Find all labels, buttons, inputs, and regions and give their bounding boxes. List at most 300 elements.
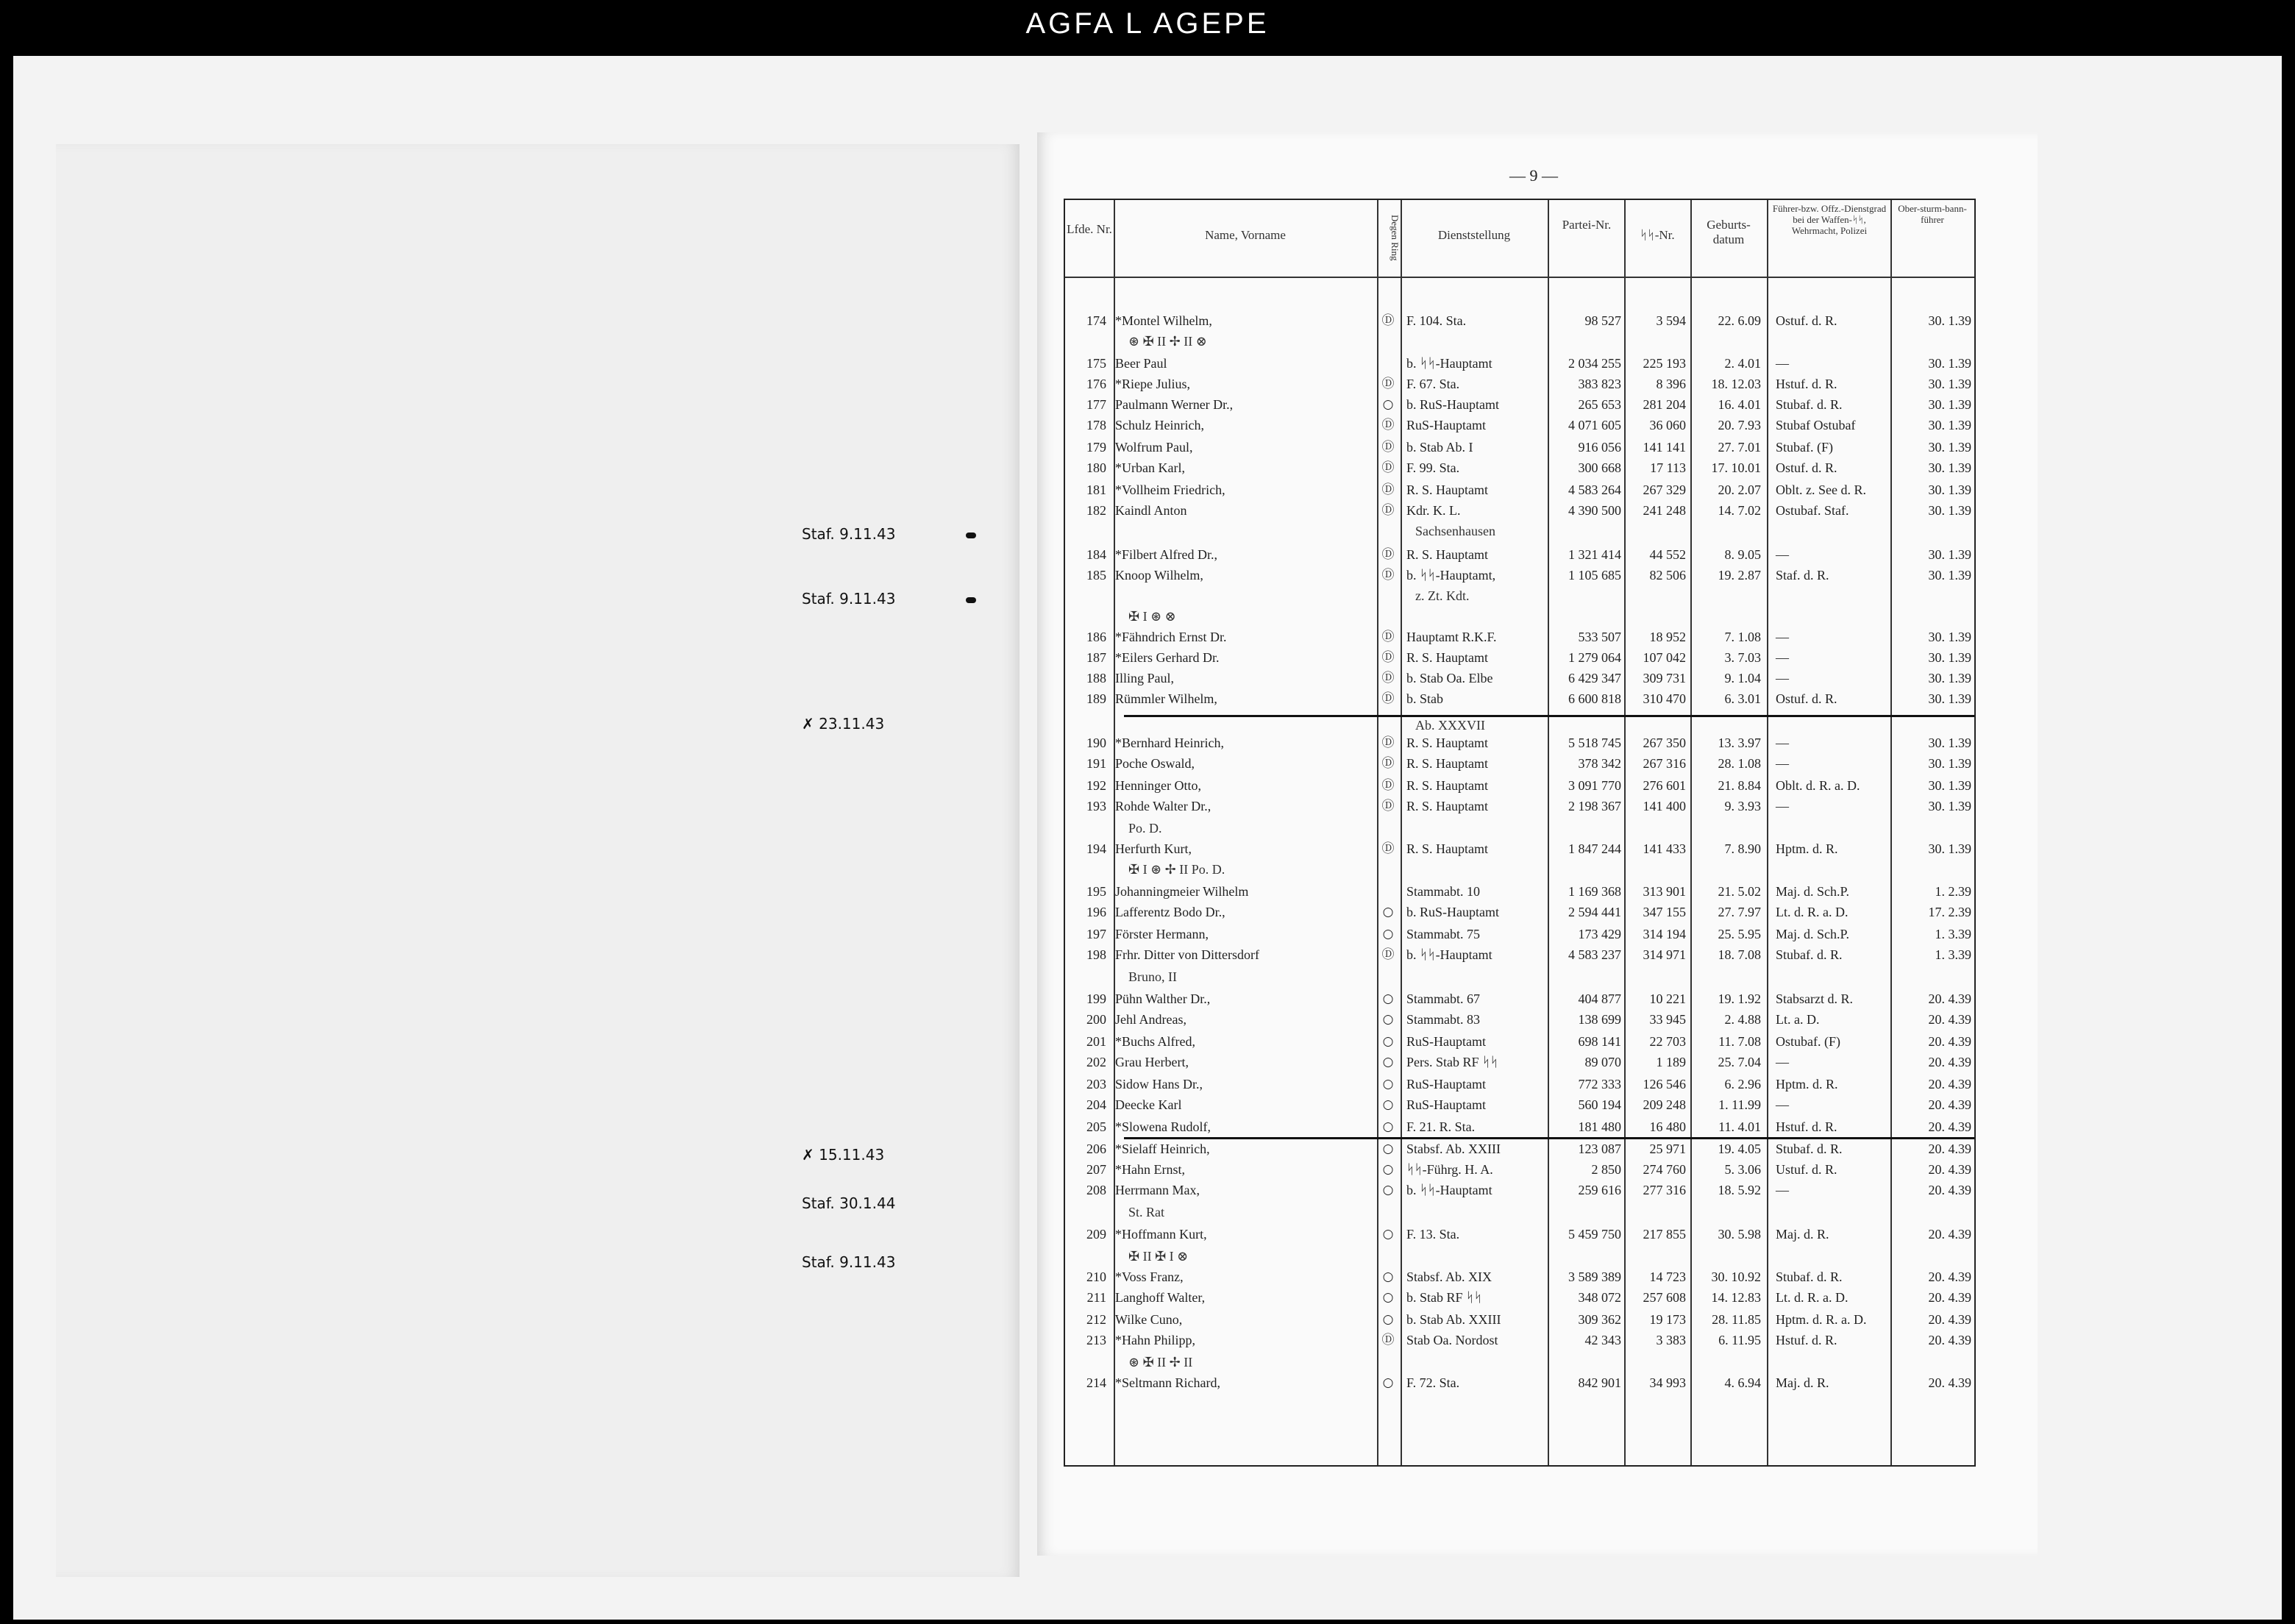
cell-partei: 1 169 368 xyxy=(1568,884,1621,899)
cell-fuehrer: Staf. d. R. xyxy=(1776,568,1829,583)
cell-fuehrer: Lt. a. D. xyxy=(1776,1012,1820,1027)
cell-name: *Vollheim Friedrich, xyxy=(1115,482,1225,497)
cell-geb: 19. 2.87 xyxy=(1718,568,1761,583)
cell-fuehrer: Ustuf. d. R. xyxy=(1776,1162,1837,1177)
cell-ss: 309 731 xyxy=(1643,671,1686,685)
cell-nr: 191 xyxy=(1086,756,1106,771)
cell-fuehrer: Hptm. d. R. xyxy=(1776,841,1838,856)
cell-ss: 16 480 xyxy=(1649,1119,1686,1134)
cell-ober: 30. 1.39 xyxy=(1928,313,1971,328)
cell-partei: 842 901 xyxy=(1578,1375,1621,1390)
cell-nr: 208 xyxy=(1086,1183,1106,1197)
cell-ss: 267 350 xyxy=(1643,736,1686,750)
cell-dienst: Stabsf. Ab. XIX xyxy=(1406,1269,1492,1284)
margin-note: Staf. 9.11.43 xyxy=(802,525,976,543)
cell-geb: 18. 7.08 xyxy=(1718,947,1761,962)
cell-ober: 1. 2.39 xyxy=(1935,884,1971,899)
cell-dienst: R. S. Hauptamt xyxy=(1406,547,1488,562)
cell-fuehrer: — xyxy=(1776,356,1789,371)
cell-name: Beer Paul xyxy=(1115,356,1167,371)
header-fuehrer: Führer-bzw. Offz.-Dienstgrad bei der Waffen-ᛋᛋ, Wehrmacht, Polizei xyxy=(1772,203,1887,236)
cell-name: Pühn Walther Dr., xyxy=(1115,991,1211,1006)
cell-ss: 44 552 xyxy=(1649,547,1686,562)
table-row xyxy=(1065,838,1974,859)
cell-name: *Buchs Alfred, xyxy=(1115,1034,1195,1049)
cell-dienst: b. Stab Oa. Elbe xyxy=(1406,671,1493,685)
cell-ring: Ⓓ xyxy=(1381,799,1395,813)
cell-ring: Ⓓ xyxy=(1381,418,1395,432)
cell-geb: 28. 1.08 xyxy=(1718,756,1761,771)
table-row xyxy=(1065,627,1974,647)
cell-dienst: F. 99. Sta. xyxy=(1406,460,1460,475)
cell-dienst: R. S. Hauptamt xyxy=(1406,650,1488,665)
cell-name: *Voss Franz, xyxy=(1115,1269,1184,1284)
cell-ring: Ⓓ xyxy=(1381,691,1395,706)
table-row xyxy=(1065,1309,1974,1330)
cell-ss: 217 855 xyxy=(1643,1227,1686,1242)
cell-ring: Ⓓ xyxy=(1381,671,1395,685)
cell-ring: Ⓓ xyxy=(1381,947,1395,962)
cell-ober: 30. 1.39 xyxy=(1928,778,1971,793)
table-row xyxy=(1065,1330,1974,1350)
cell-name: Rümmler Wilhelm, xyxy=(1115,691,1217,706)
table-row xyxy=(1065,1372,1974,1393)
margin-note: Staf. 9.11.43 xyxy=(802,590,976,608)
cell-fuehrer: Hptm. d. R. a. D. xyxy=(1776,1312,1867,1327)
cell-name: Förster Hermann, xyxy=(1115,927,1209,941)
cell-geb: 18. 12.03 xyxy=(1711,377,1761,391)
table-row xyxy=(1065,415,1974,435)
table-row xyxy=(1065,753,1974,774)
cell-ober: 20. 4.39 xyxy=(1928,1034,1971,1049)
table-row xyxy=(1065,733,1974,753)
cell-nr: 179 xyxy=(1086,440,1106,455)
cell-name: Johanningmeier Wilhelm xyxy=(1115,884,1249,899)
cell-ss: 141 400 xyxy=(1643,799,1686,813)
cell-fuehrer: Ostuf. d. R. xyxy=(1776,460,1837,475)
cell-fuehrer: Maj. d. Sch.P. xyxy=(1776,927,1850,941)
cell-ss: 276 601 xyxy=(1643,778,1686,793)
cell-geb: 3. 7.03 xyxy=(1724,650,1761,665)
cell-partei: 698 141 xyxy=(1578,1034,1621,1049)
cell-ober: 30. 1.39 xyxy=(1928,671,1971,685)
cell-nr: 206 xyxy=(1086,1142,1106,1156)
cell-ober: 30. 1.39 xyxy=(1928,841,1971,856)
margin-note: ✗ 15.11.43 xyxy=(802,1146,885,1164)
cell-geb: 25. 7.04 xyxy=(1718,1055,1761,1069)
cell-fuehrer: Oblt. z. See d. R. xyxy=(1776,482,1866,497)
cell-ober: 30. 1.39 xyxy=(1928,568,1971,583)
cell-fuehrer: Oblt. d. R. a. D. xyxy=(1776,778,1860,793)
cell-geb: 9. 3.93 xyxy=(1724,799,1761,813)
cell-geb: 20. 7.93 xyxy=(1718,418,1761,432)
cell-ober: 30. 1.39 xyxy=(1928,418,1971,432)
cell-geb: 5. 3.06 xyxy=(1724,1162,1761,1177)
cell-ss: 3 383 xyxy=(1656,1333,1686,1347)
cell-ober: 30. 1.39 xyxy=(1928,503,1971,518)
cell-geb: 11. 4.01 xyxy=(1718,1119,1761,1134)
cell-geb: 22. 6.09 xyxy=(1718,313,1761,328)
table-row xyxy=(1065,1094,1974,1115)
cell-partei: 5 518 745 xyxy=(1568,736,1621,750)
table-row xyxy=(1065,565,1974,585)
cell-ss: 141 141 xyxy=(1643,440,1686,455)
cell-name: *Filbert Alfred Dr., xyxy=(1115,547,1217,562)
page-number: — 9 — xyxy=(1509,166,1558,185)
cell-ring: ○ xyxy=(1382,905,1394,919)
cell-nr: 211 xyxy=(1086,1290,1106,1305)
table-row xyxy=(1065,480,1974,500)
cell-partei: 3 091 770 xyxy=(1568,778,1621,793)
cell-fuehrer: Lt. d. R. a. D. xyxy=(1776,905,1849,919)
cell-nr: 174 xyxy=(1086,313,1106,328)
cell-name: Langhoff Walter, xyxy=(1115,1290,1206,1305)
cell-partei: 378 342 xyxy=(1578,756,1621,771)
cell-fuehrer: Stubaf. (F) xyxy=(1776,440,1833,455)
header-partei: Partei-Nr. xyxy=(1562,218,1612,232)
cell-partei: 1 279 064 xyxy=(1568,650,1621,665)
cell-dienst: R. S. Hauptamt xyxy=(1406,736,1488,750)
continuation-line: Sachsenhausen xyxy=(1415,524,1495,538)
cell-dienst: b. ᛋᛋ-Hauptamt, xyxy=(1406,568,1496,583)
cell-ring: Ⓓ xyxy=(1381,841,1395,856)
cell-nr: 214 xyxy=(1086,1375,1106,1390)
cell-ss: 277 316 xyxy=(1643,1183,1686,1197)
cell-name: *Slowena Rudolf, xyxy=(1115,1119,1211,1134)
cell-dienst: b. Stab xyxy=(1406,691,1444,706)
cell-ring: ○ xyxy=(1382,1227,1394,1242)
cell-geb: 18. 5.92 xyxy=(1718,1183,1761,1197)
cell-partei: 173 429 xyxy=(1578,927,1621,941)
cell-name: *Hoffmann Kurt, xyxy=(1115,1227,1207,1242)
cell-ober: 20. 4.39 xyxy=(1928,1162,1971,1177)
cell-partei: 42 343 xyxy=(1584,1333,1621,1347)
cell-geb: 6. 2.96 xyxy=(1724,1077,1761,1091)
cell-name: Rohde Walter Dr., xyxy=(1115,799,1211,813)
cell-name: Sidow Hans Dr., xyxy=(1115,1077,1203,1091)
cell-partei: 533 507 xyxy=(1578,630,1621,644)
cell-fuehrer: — xyxy=(1776,547,1789,562)
cell-fuehrer: Hstuf. d. R. xyxy=(1776,1333,1837,1347)
cell-ober: 30. 1.39 xyxy=(1928,377,1971,391)
table-row xyxy=(1065,902,1974,922)
continuation-line: ✠ I ⊛ ✢ II Po. D. xyxy=(1128,862,1225,877)
cell-ring: ○ xyxy=(1382,1269,1394,1284)
table-row xyxy=(1065,775,1974,796)
cell-ring: ○ xyxy=(1382,1034,1394,1049)
cell-fuehrer: Hstuf. d. R. xyxy=(1776,377,1837,391)
cell-name: Frhr. Ditter von Dittersdorf xyxy=(1115,947,1259,962)
cell-ring: Ⓓ xyxy=(1381,460,1395,475)
ink-mark xyxy=(966,597,976,603)
cell-dienst: Pers. Stab RF ᛋᛋ xyxy=(1406,1055,1498,1069)
cell-ss: 126 546 xyxy=(1643,1077,1686,1091)
cell-ss: 22 703 xyxy=(1649,1034,1686,1049)
cell-ss: 82 506 xyxy=(1649,568,1686,583)
cell-name: *Hahn Ernst, xyxy=(1115,1162,1185,1177)
cell-ring: Ⓓ xyxy=(1381,736,1395,750)
cell-partei: 2 034 255 xyxy=(1568,356,1621,371)
cell-ss: 17 113 xyxy=(1650,460,1686,475)
cell-ring: Ⓓ xyxy=(1381,756,1395,771)
table-row xyxy=(1065,500,1974,521)
cell-geb: 16. 4.01 xyxy=(1718,397,1761,412)
table-row xyxy=(1065,944,1974,965)
cell-ss: 241 248 xyxy=(1643,503,1686,518)
cell-ring: Ⓓ xyxy=(1381,568,1395,583)
cell-partei: 300 668 xyxy=(1578,460,1621,475)
cell-partei: 916 056 xyxy=(1578,440,1621,455)
cell-fuehrer: Stubaf. d. R. xyxy=(1776,397,1843,412)
cell-nr: 195 xyxy=(1086,884,1106,899)
cell-fuehrer: Ostuf. d. R. xyxy=(1776,691,1837,706)
cell-fuehrer: — xyxy=(1776,756,1789,771)
continuation-line: ⊛ ✠ II ✢ II xyxy=(1128,1355,1193,1370)
cell-partei: 348 072 xyxy=(1578,1290,1621,1305)
table-row xyxy=(1065,394,1974,415)
table-row xyxy=(1065,796,1974,816)
cell-name: Herfurth Kurt, xyxy=(1115,841,1192,856)
cell-ober: 20. 4.39 xyxy=(1928,991,1971,1006)
margin-note: ✗ 23.11.43 xyxy=(802,715,885,733)
cell-name: Herrmann Max, xyxy=(1115,1183,1200,1197)
cell-ober: 20. 4.39 xyxy=(1928,1312,1971,1327)
cell-ober: 20. 4.39 xyxy=(1928,1375,1971,1390)
cell-nr: 175 xyxy=(1086,356,1106,371)
cell-fuehrer: — xyxy=(1776,1097,1789,1112)
cell-fuehrer: Stabsarzt d. R. xyxy=(1776,991,1853,1006)
cell-partei: 3 589 389 xyxy=(1568,1269,1621,1284)
cell-dienst: R. S. Hauptamt xyxy=(1406,841,1488,856)
cell-name: Knoop Wilhelm, xyxy=(1115,568,1203,583)
cell-dienst: b. ᛋᛋ-Hauptamt xyxy=(1406,356,1492,371)
cell-ober: 30. 1.39 xyxy=(1928,630,1971,644)
cell-ober: 20. 4.39 xyxy=(1928,1183,1971,1197)
table-row xyxy=(1065,1180,1974,1200)
cell-ring: ○ xyxy=(1382,1183,1394,1197)
cell-partei: 181 480 xyxy=(1578,1119,1621,1134)
cell-ober: 30. 1.39 xyxy=(1928,482,1971,497)
cell-fuehrer: Stubaf. d. R. xyxy=(1776,947,1843,962)
cell-partei: 2 594 441 xyxy=(1568,905,1621,919)
cell-name: *Eilers Gerhard Dr. xyxy=(1115,650,1220,665)
cell-partei: 404 877 xyxy=(1578,991,1621,1006)
cell-dienst: Stammabt. 67 xyxy=(1406,991,1480,1006)
cell-nr: 187 xyxy=(1086,650,1106,665)
cell-nr: 197 xyxy=(1086,927,1106,941)
cell-fuehrer: Ostuf. d. R. xyxy=(1776,313,1837,328)
cell-nr: 209 xyxy=(1086,1227,1106,1242)
cell-name: *Urban Karl, xyxy=(1115,460,1185,475)
cell-nr: 186 xyxy=(1086,630,1106,644)
cell-ober: 20. 4.39 xyxy=(1928,1077,1971,1091)
cell-dienst: b. RuS-Hauptamt xyxy=(1406,905,1499,919)
cell-geb: 20. 2.07 xyxy=(1718,482,1761,497)
cell-ss: 257 608 xyxy=(1643,1290,1686,1305)
cell-dienst: Stammabt. 83 xyxy=(1406,1012,1480,1027)
cell-name: *Riepe Julius, xyxy=(1115,377,1190,391)
cell-ss: 209 248 xyxy=(1643,1097,1686,1112)
cell-partei: 309 362 xyxy=(1578,1312,1621,1327)
cell-ss: 314 194 xyxy=(1643,927,1686,941)
cell-dienst: F. 21. R. Sta. xyxy=(1406,1119,1476,1134)
header-ss: ᛋᛋ-Nr. xyxy=(1640,228,1675,242)
cell-geb: 21. 5.02 xyxy=(1718,884,1761,899)
cell-nr: 193 xyxy=(1086,799,1106,813)
cell-nr: 181 xyxy=(1086,482,1106,497)
cell-ring: ○ xyxy=(1382,1119,1394,1134)
cell-partei: 123 087 xyxy=(1578,1142,1621,1156)
film-brand-label: AGFA L AGEPE xyxy=(1025,7,1270,40)
cell-dienst: Stab Oa. Nordost xyxy=(1406,1333,1498,1347)
cell-nr: 207 xyxy=(1086,1162,1106,1177)
cell-ss: 19 173 xyxy=(1649,1312,1686,1327)
cell-nr: 204 xyxy=(1086,1097,1106,1112)
header-nr: Lfde. Nr. xyxy=(1067,222,1112,236)
cell-geb: 13. 3.97 xyxy=(1718,736,1761,750)
cell-partei: 4 583 237 xyxy=(1568,947,1621,962)
continuation-line: Bruno, II xyxy=(1128,969,1177,984)
cell-nr: 203 xyxy=(1086,1077,1106,1091)
cell-nr: 188 xyxy=(1086,671,1106,685)
cell-ring: ○ xyxy=(1382,397,1394,412)
cell-ober: 30. 1.39 xyxy=(1928,460,1971,475)
continuation-line: St. Rat xyxy=(1128,1205,1165,1219)
cell-ring: ○ xyxy=(1382,1142,1394,1156)
cell-nr: 200 xyxy=(1086,1012,1106,1027)
cell-geb: 25. 5.95 xyxy=(1718,927,1761,941)
cell-ober: 20. 4.39 xyxy=(1928,1269,1971,1284)
cell-ss: 107 042 xyxy=(1643,650,1686,665)
cell-fuehrer: — xyxy=(1776,650,1789,665)
cell-ss: 310 470 xyxy=(1643,691,1686,706)
header-divider xyxy=(1065,277,1974,278)
cell-ober: 20. 4.39 xyxy=(1928,1333,1971,1347)
cell-geb: 14. 12.83 xyxy=(1711,1290,1761,1305)
cell-fuehrer: Maj. d. R. xyxy=(1776,1375,1829,1390)
cell-partei: 6 600 818 xyxy=(1568,691,1621,706)
table-row xyxy=(1065,1031,1974,1052)
cell-ring: ○ xyxy=(1382,1012,1394,1027)
cell-partei: 4 390 500 xyxy=(1568,503,1621,518)
cell-dienst: R. S. Hauptamt xyxy=(1406,799,1488,813)
cell-dienst: b. ᛋᛋ-Hauptamt xyxy=(1406,947,1492,962)
cell-nr: 178 xyxy=(1086,418,1106,432)
cell-geb: 1. 11.99 xyxy=(1718,1097,1761,1112)
table-row xyxy=(1065,989,1974,1009)
cell-dienst: RuS-Hauptamt xyxy=(1406,418,1486,432)
cell-geb: 19. 4.05 xyxy=(1718,1142,1761,1156)
cell-ring: ○ xyxy=(1382,927,1394,941)
cell-name: *Sielaff Heinrich, xyxy=(1115,1142,1210,1156)
cell-name: Kaindl Anton xyxy=(1115,503,1187,518)
cell-ober: 20. 4.39 xyxy=(1928,1119,1971,1134)
continuation-line: Ab. XXXVII xyxy=(1415,718,1485,733)
cell-fuehrer: Maj. d. R. xyxy=(1776,1227,1829,1242)
cell-partei: 265 653 xyxy=(1578,397,1621,412)
cell-ss: 267 329 xyxy=(1643,482,1686,497)
cell-ring: ○ xyxy=(1382,1055,1394,1069)
cell-ring: Ⓓ xyxy=(1381,650,1395,665)
cell-partei: 1 105 685 xyxy=(1568,568,1621,583)
cell-partei: 4 583 264 xyxy=(1568,482,1621,497)
table-row xyxy=(1065,437,1974,457)
continuation-line: ⊛ ✠ II ✢ II ⊗ xyxy=(1128,334,1207,349)
cell-ring: ○ xyxy=(1382,1290,1394,1305)
cell-ober: 30. 1.39 xyxy=(1928,356,1971,371)
table-row xyxy=(1065,374,1974,394)
cell-ring: ○ xyxy=(1382,991,1394,1006)
margin-note: Staf. 30.1.44 xyxy=(802,1194,896,1212)
cell-ring: ○ xyxy=(1382,1097,1394,1112)
cell-partei: 4 071 605 xyxy=(1568,418,1621,432)
cell-fuehrer: Ostubaf. Staf. xyxy=(1776,503,1849,518)
cell-fuehrer: Lt. d. R. a. D. xyxy=(1776,1290,1849,1305)
cell-ss: 25 971 xyxy=(1649,1142,1686,1156)
table-row xyxy=(1065,881,1974,902)
cell-dienst: F. 72. Sta. xyxy=(1406,1375,1460,1390)
left-page xyxy=(56,144,1020,1577)
cell-partei: 772 333 xyxy=(1578,1077,1621,1091)
cell-name: Illing Paul, xyxy=(1115,671,1174,685)
header-ober: Ober-sturm-bann-führer xyxy=(1898,203,1967,225)
ink-mark xyxy=(966,533,976,538)
cell-name: Jehl Andreas, xyxy=(1115,1012,1186,1027)
cell-partei: 98 527 xyxy=(1584,313,1621,328)
cell-geb: 4. 6.94 xyxy=(1724,1375,1761,1390)
cell-ring: Ⓓ xyxy=(1381,630,1395,644)
cell-fuehrer: — xyxy=(1776,1055,1789,1069)
cell-dienst: F. 13. Sta. xyxy=(1406,1227,1460,1242)
cell-geb: 7. 8.90 xyxy=(1724,841,1761,856)
cell-geb: 6. 3.01 xyxy=(1724,691,1761,706)
cell-nr: 212 xyxy=(1086,1312,1106,1327)
cell-fuehrer: — xyxy=(1776,1183,1789,1197)
cell-ring: Ⓓ xyxy=(1381,482,1395,497)
table-row xyxy=(1065,1159,1974,1180)
cell-fuehrer: — xyxy=(1776,630,1789,644)
cell-dienst: F. 67. Sta. xyxy=(1406,377,1460,391)
cell-dienst: Kdr. K. L. xyxy=(1406,503,1461,518)
cell-fuehrer: Ostubaf. (F) xyxy=(1776,1034,1840,1049)
cell-ober: 30. 1.39 xyxy=(1928,547,1971,562)
cell-dienst: RuS-Hauptamt xyxy=(1406,1097,1486,1112)
cell-nr: 198 xyxy=(1086,947,1106,962)
cell-dienst: Hauptamt R.K.F. xyxy=(1406,630,1497,644)
cell-ring: ○ xyxy=(1382,1162,1394,1177)
margin-note: Staf. 9.11.43 xyxy=(802,1253,896,1271)
cell-fuehrer: — xyxy=(1776,736,1789,750)
continuation-line: ✠ II ✠ I ⊗ xyxy=(1128,1249,1189,1264)
table-row xyxy=(1065,1267,1974,1287)
cell-geb: 27. 7.01 xyxy=(1718,440,1761,455)
cell-ober: 20. 4.39 xyxy=(1928,1055,1971,1069)
cell-partei: 2 198 367 xyxy=(1568,799,1621,813)
cell-fuehrer: Maj. d. Sch.P. xyxy=(1776,884,1850,899)
cell-dienst: ᛋᛋ-Führg. H. A. xyxy=(1406,1162,1493,1177)
cell-dienst: RuS-Hauptamt xyxy=(1406,1034,1486,1049)
cell-dienst: Stabsf. Ab. XXIII xyxy=(1406,1142,1501,1156)
cell-fuehrer: Hptm. d. R. xyxy=(1776,1077,1838,1091)
table-row xyxy=(1065,1224,1974,1244)
cell-dienst: Stammabt. 10 xyxy=(1406,884,1480,899)
cell-ober: 20. 4.39 xyxy=(1928,1012,1971,1027)
table-row xyxy=(1065,1052,1974,1072)
cell-ss: 314 971 xyxy=(1643,947,1686,962)
cell-nr: 182 xyxy=(1086,503,1106,518)
cell-ring: Ⓓ xyxy=(1381,778,1395,793)
cell-partei: 1 847 244 xyxy=(1568,841,1621,856)
